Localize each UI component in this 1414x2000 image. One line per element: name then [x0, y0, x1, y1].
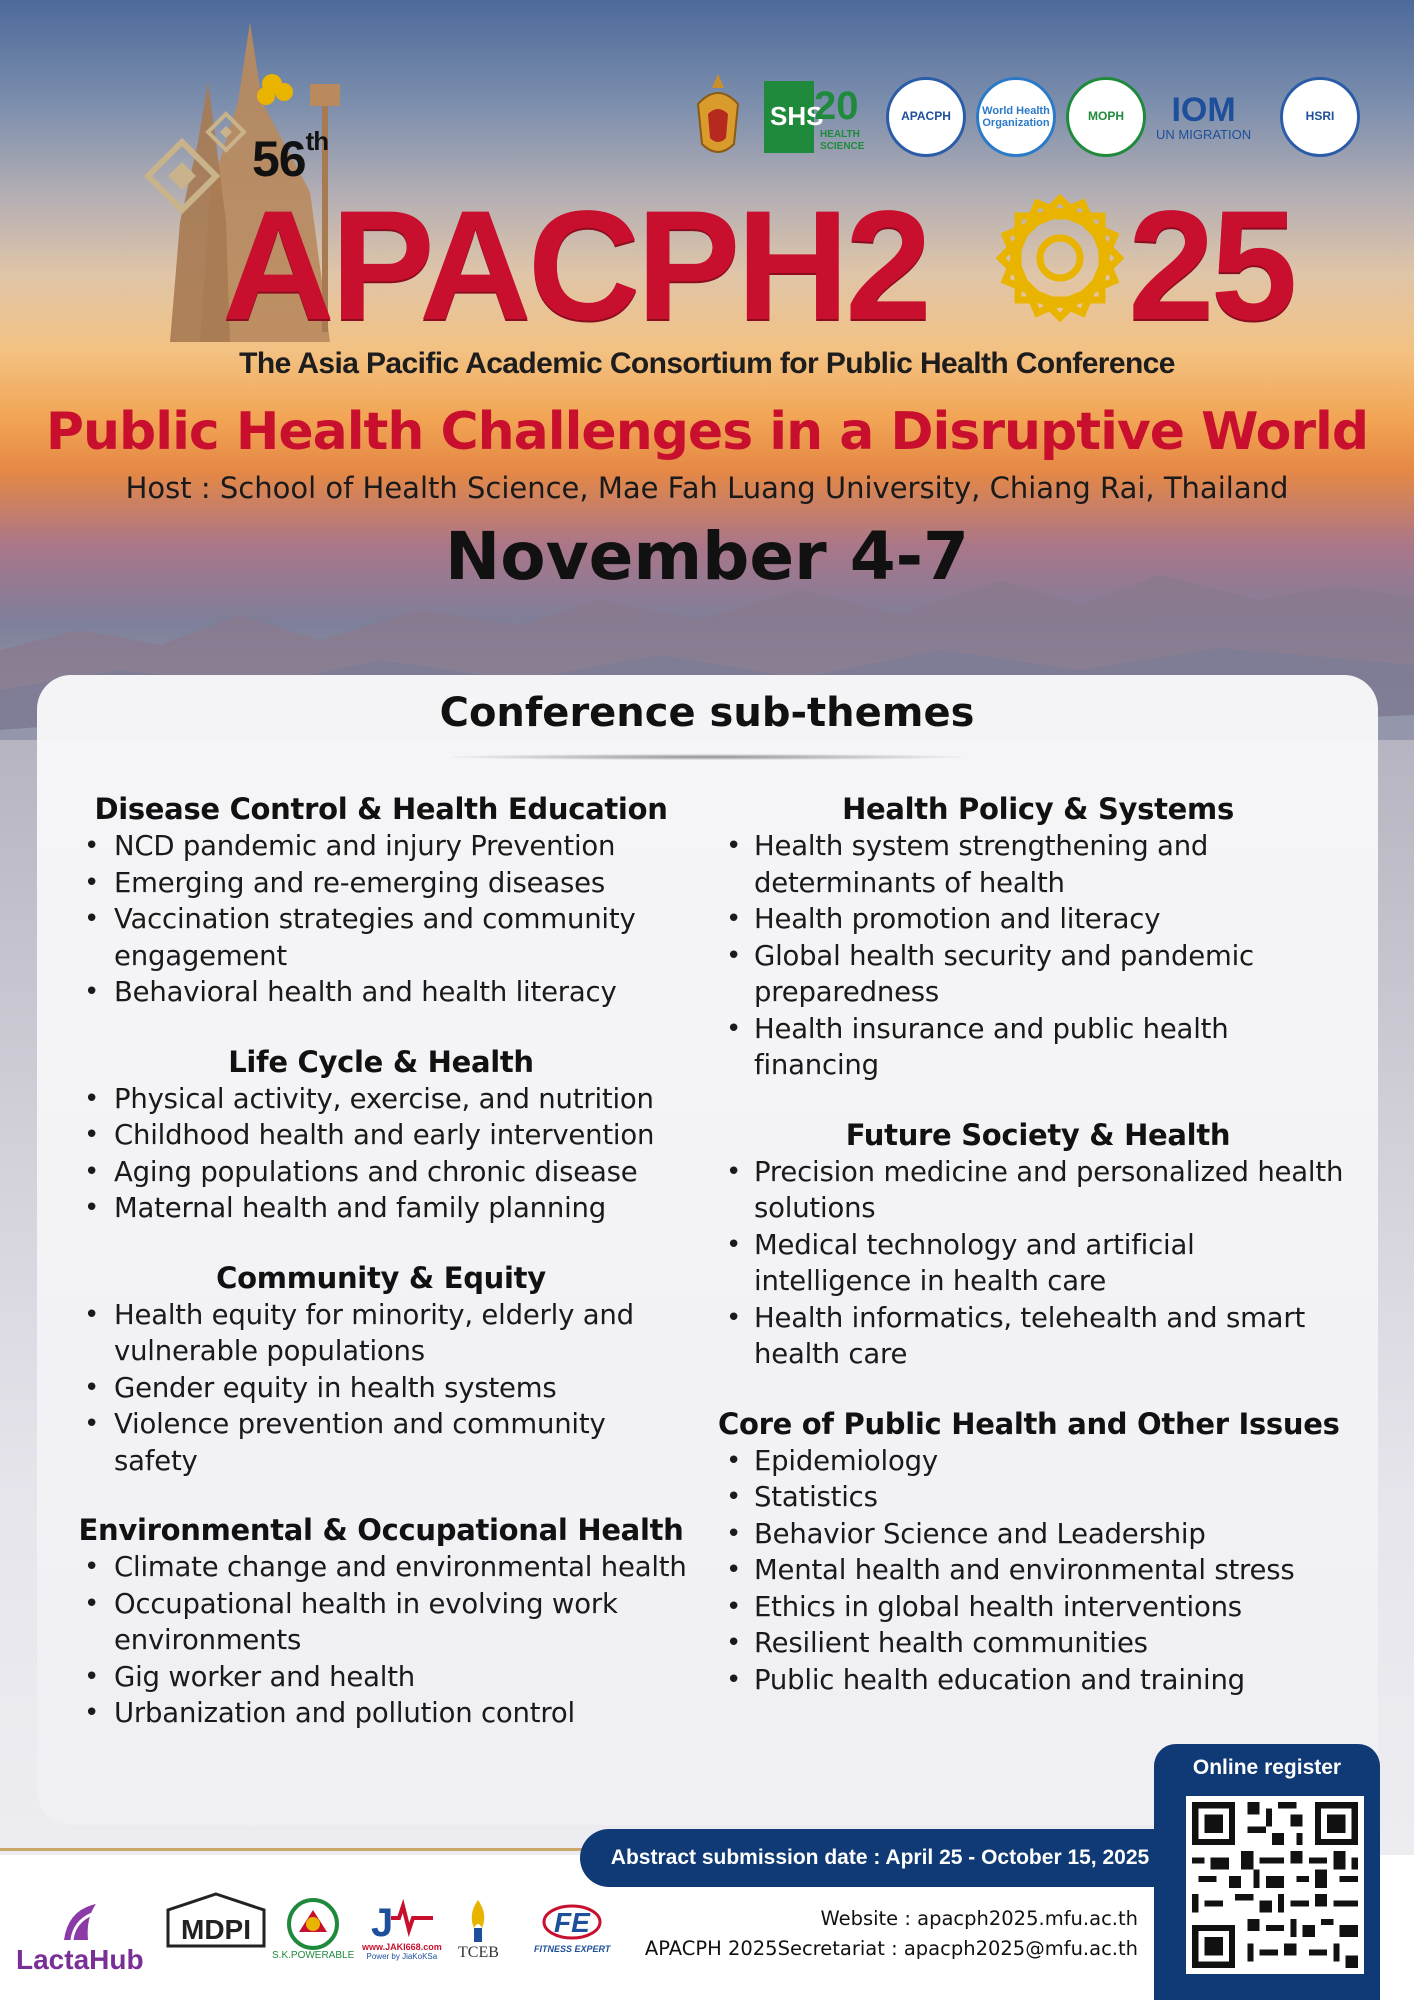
svg-text:SCIENCE: SCIENCE [820, 141, 865, 152]
svg-text:FE: FE [554, 1907, 590, 1938]
lactahub-icon [58, 1900, 102, 1944]
tceb-logo [458, 1898, 499, 1962]
subtheme-item: • Health equity for minority, elderly and vulnerable populations [66, 1297, 696, 1370]
subtheme-item: • Aging populations and chronic disease [66, 1154, 696, 1191]
fitness-expert-logo [534, 1900, 610, 1954]
lactahub-logo [16, 1900, 144, 1976]
subtheme-item: • Urbanization and pollution control [66, 1695, 696, 1732]
subtheme-future-society [718, 1118, 1358, 1373]
subtheme-health-policy [718, 792, 1358, 1084]
skpowerable-label: S.K.POWERABLE [272, 1950, 355, 1961]
subtheme-heading: Disease Control & Health Education [94, 792, 668, 826]
subtheme-item: • Physical activity, exercise, and nutrition [66, 1081, 696, 1118]
subtheme-list [66, 828, 696, 1011]
subtheme-item: • Health system strengthening and determinants of health [718, 828, 1358, 901]
lactahub-label: LactaHub [16, 1944, 144, 1975]
gold-star-pattern-icon [988, 186, 1132, 330]
subtheme-heading: Core of Public Health and Other Issues [718, 1406, 1340, 1441]
svg-text:SHS: SHS [770, 101, 824, 131]
subtheme-list [66, 1081, 696, 1227]
subtheme-disease-control [66, 792, 696, 1011]
brand-wordmark: APACPH2 [222, 179, 928, 353]
registration-qr-code-icon[interactable] [1186, 1796, 1364, 1974]
subtheme-item: • Epidemiology [718, 1443, 1358, 1480]
subtheme-heading: Health Policy & Systems [842, 792, 1234, 826]
tceb-flame-icon [458, 1898, 498, 1944]
contact-info [645, 1904, 1138, 1964]
fitness-expert-label: FITNESS EXPERT [534, 1944, 611, 1954]
subtheme-item: • Health insurance and public health financing [718, 1011, 1358, 1084]
subtheme-list [718, 1154, 1358, 1373]
subtheme-environmental [66, 1513, 696, 1732]
subtheme-life-cycle [66, 1045, 696, 1227]
jaki-label: www.JAKI668.com [362, 1942, 442, 1952]
conference-theme: Public Health Challenges in a Disruptive World [45, 402, 1369, 462]
jaki-sub: Power by JiaKoKSa [366, 1952, 438, 1961]
host-line: Host : School of Health Science, Mae Fah Luang University, Chiang Rai, Thailand [125, 471, 1289, 505]
jaki-logo [362, 1898, 442, 1961]
subtheme-item: • Statistics [718, 1479, 1358, 1516]
shs20-icon [764, 77, 880, 157]
subtheme-item: • Health informatics, telehealth and smart health care [718, 1300, 1358, 1373]
flower-ornament [257, 74, 293, 105]
conference-date: November 4-7 [445, 518, 969, 595]
mfu-crest-logo [690, 74, 746, 160]
mdpi-logo [166, 1892, 266, 1948]
hsri-logo [1280, 74, 1360, 160]
subtheme-item: • Precision medicine and personalized health solutions [718, 1154, 1358, 1227]
subtheme-item: • Vaccination strategies and community engagement [66, 901, 696, 974]
skpowerable-logo [272, 1898, 354, 1961]
iom-logo-label: IOM [1171, 90, 1236, 129]
subtheme-item: • Occupational health in evolving work environments [66, 1586, 696, 1659]
subtheme-item: • Behavior Science and Leadership [718, 1516, 1358, 1553]
who-logo [976, 74, 1056, 160]
crest-icon [690, 74, 746, 160]
subtheme-item: • Medical technology and artificial intelligence in health care [718, 1227, 1358, 1300]
shs20-logo [764, 74, 880, 160]
svg-text:20: 20 [814, 84, 859, 128]
hsri-logo-label: HSRI [1305, 109, 1335, 124]
abstract-submission-banner: Abstract submission date : April 25 - October 15, 2025 [580, 1829, 1180, 1887]
apacph-consortium-logo [886, 74, 966, 160]
subtheme-heading: Future Society & Health [845, 1117, 1231, 1152]
website-line[interactable]: Website : apacph2025.mfu.ac.th [820, 1907, 1138, 1930]
subtheme-item: • Gig worker and health [66, 1659, 696, 1696]
subtheme-item: • NCD pandemic and injury Prevention [66, 828, 696, 865]
edition-number: 56th [252, 126, 329, 187]
brand-wordmark-tail: 25 [1128, 179, 1294, 353]
who-logo-label: World Health Organization [982, 104, 1050, 129]
svg-text:HEALTH: HEALTH [820, 129, 860, 140]
subthemes-title: Conference sub-themes [439, 690, 975, 736]
mdpi-label: MDPI [181, 1914, 251, 1945]
moph-logo [1066, 74, 1146, 160]
subtheme-item: • Violence prevention and community safety [66, 1406, 696, 1479]
subtheme-item: • Resilient health communities [718, 1625, 1358, 1662]
subtheme-item: • Mental health and environmental stress [718, 1552, 1358, 1589]
svg-text:J: J [370, 1901, 394, 1942]
subtheme-list [718, 828, 1358, 1084]
edition-suffix: th [305, 126, 329, 157]
fitness-expert-icon [542, 1900, 602, 1944]
subtheme-list [66, 1297, 696, 1480]
title-divider [452, 754, 962, 760]
subtheme-item: • Maternal health and family planning [66, 1190, 696, 1227]
subtheme-item: • Global health security and pandemic preparedness [718, 938, 1358, 1011]
consortium-title: The Asia Pacific Academic Consortium for Public Health Conference [239, 347, 1175, 380]
subtheme-community-equity [66, 1261, 696, 1480]
subtheme-item: • Health promotion and literacy [718, 901, 1358, 938]
subtheme-item: • Childhood health and early intervention [66, 1117, 696, 1154]
subtheme-item: • Public health education and training [718, 1662, 1358, 1699]
iom-logo-sub: UN MIGRATION [1156, 126, 1252, 142]
skpowerable-icon [285, 1898, 341, 1950]
subtheme-heading: Life Cycle & Health [228, 1044, 534, 1079]
subtheme-item: • Behavioral health and health literacy [66, 974, 696, 1011]
subtheme-item: • Gender equity in health systems [66, 1370, 696, 1407]
jaki-icon [369, 1898, 435, 1942]
subtheme-heading: Environmental & Occupational Health [78, 1513, 684, 1547]
subtheme-item: • Ethics in global health interventions [718, 1589, 1358, 1626]
iom-logo [1156, 74, 1251, 160]
subtheme-core-public-health [718, 1407, 1358, 1699]
apacph-logo-label: APACPH [901, 109, 951, 124]
subthemes-right-column [718, 792, 1358, 1732]
moph-logo-label: MOPH [1088, 109, 1124, 124]
secretariat-line[interactable]: APACPH 2025Secretariat : apacph2025@mfu.ac.th [644, 1937, 1138, 1960]
subthemes-left-column [66, 792, 696, 1766]
subtheme-list [718, 1443, 1358, 1699]
subtheme-item: • Climate change and environmental health [66, 1549, 696, 1586]
subtheme-item: • Emerging and re-emerging diseases [66, 865, 696, 902]
subtheme-heading: Community & Equity [216, 1260, 546, 1295]
subtheme-list [66, 1549, 696, 1732]
online-register-label: Online register [1192, 1756, 1342, 1779]
tceb-label: TCEB [458, 1944, 499, 1961]
